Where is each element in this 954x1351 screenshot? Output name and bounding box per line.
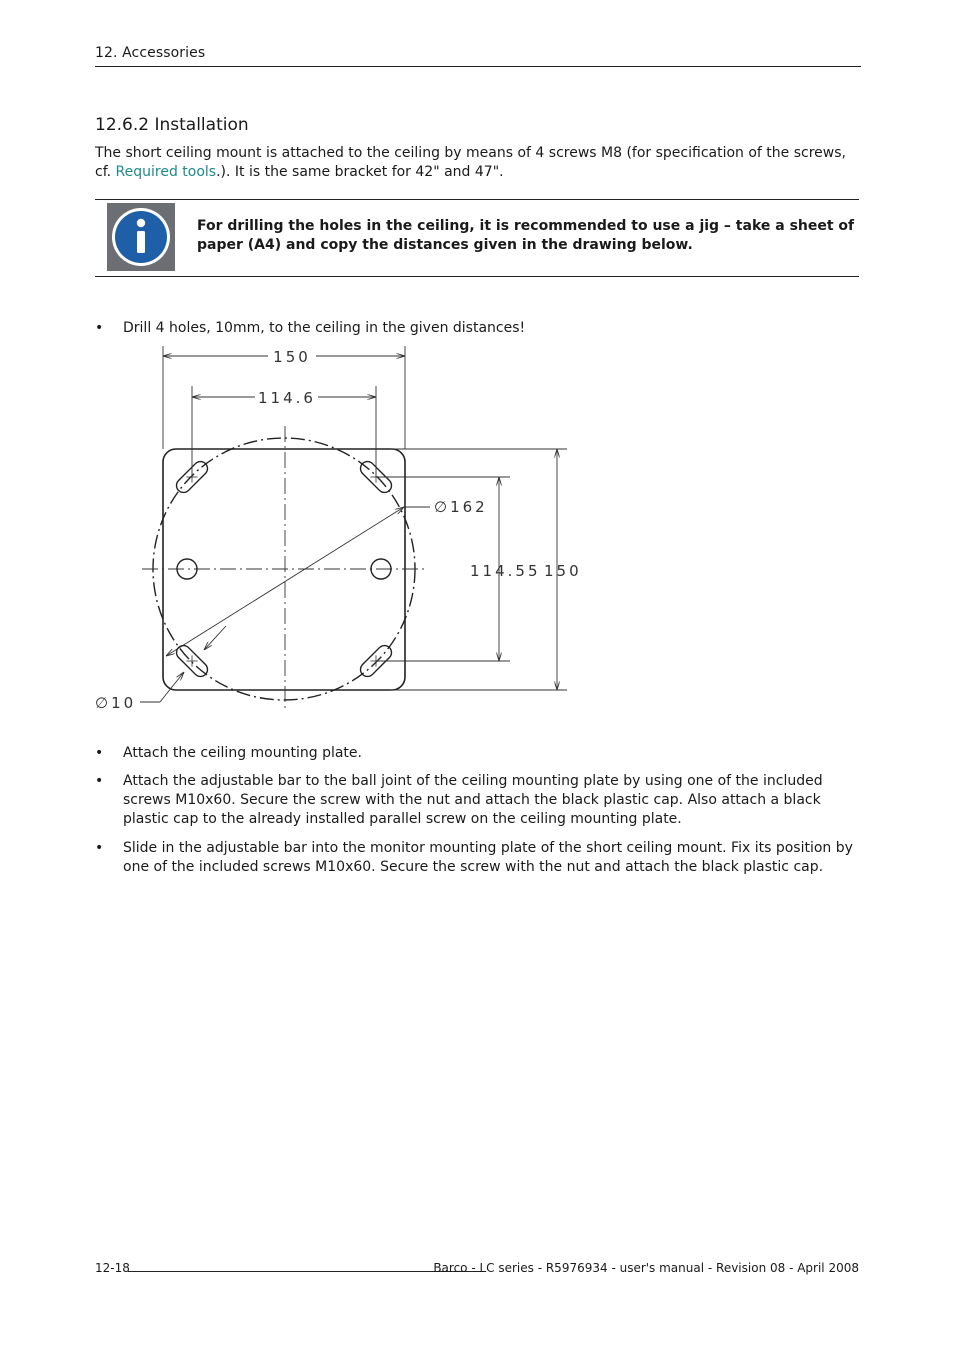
note-text: For drilling the holes in the ceiling, it is recommended to use a jig – take a sheet of paper (A4) and copy the distances given in the drawing below. bbox=[197, 218, 855, 253]
bullet-dot: • bbox=[95, 773, 104, 789]
dim-top-inner: 114.6 bbox=[258, 389, 316, 407]
section-title: 12.6.2 Installation bbox=[95, 115, 249, 135]
step-text: Attach the adjustable bar to the ball joint of the ceiling mounting plate by using one of the included screws M10x60. Secure the screw with the nut and attach the black plastic cap. Also attach a black plastic cap to the already installed parallel screw on the ceiling mounting plate. bbox=[123, 773, 823, 827]
required-tools-link[interactable]: Required tools bbox=[115, 164, 217, 180]
step-text: Attach the ceiling mounting plate. bbox=[123, 745, 362, 761]
intro-text-end: .). It is the same bracket for 42" and 47". bbox=[216, 164, 504, 180]
step-text: Drill 4 holes, 10mm, to the ceiling in the given distances! bbox=[123, 320, 526, 336]
list-item-attach-plate bbox=[95, 744, 865, 763]
dim-diameter: ∅162 bbox=[434, 498, 488, 516]
dim-right-outer: 150 bbox=[544, 562, 578, 580]
running-header: 12. Accessories bbox=[95, 45, 206, 61]
diameter-leader bbox=[166, 507, 404, 656]
footer-doc-info: Barco - LC series - R5976934 - user's manual - Revision 08 - April 2008 bbox=[433, 1261, 859, 1275]
dim-right-inner: 114.55 bbox=[470, 562, 541, 580]
info-icon bbox=[107, 203, 175, 271]
note-rule-bottom bbox=[95, 276, 859, 277]
step-text: Slide in the adjustable bar into the monitor mounting plate of the short ceiling mount. Fix its position by one of the included screws M10x60. Secure the screw with the nut and attach the black plastic cap. bbox=[123, 840, 853, 875]
list-item-attach-bar bbox=[95, 772, 865, 829]
dim-hole: ∅10 bbox=[95, 694, 137, 712]
list-item-drill bbox=[95, 319, 865, 338]
bullet-dot: • bbox=[95, 745, 104, 761]
page-number: 12-18 bbox=[95, 1261, 130, 1275]
header-rule bbox=[95, 66, 861, 67]
hole-pattern-drawing bbox=[88, 340, 578, 724]
mounting-plate-outline bbox=[163, 449, 405, 690]
list-item-slide-in bbox=[95, 839, 865, 877]
bullet-dot: • bbox=[95, 320, 104, 336]
note-rule-top bbox=[95, 199, 859, 200]
bullet-dot: • bbox=[95, 840, 104, 856]
intro-text-start: The short ceiling mount is attached to the ceiling by means of 4 screws M8 (for specification of the screws, cf. bbox=[95, 145, 846, 180]
footer-rule bbox=[128, 1271, 486, 1272]
dim-top-outer: 150 bbox=[273, 348, 311, 366]
intro-paragraph bbox=[95, 144, 861, 182]
